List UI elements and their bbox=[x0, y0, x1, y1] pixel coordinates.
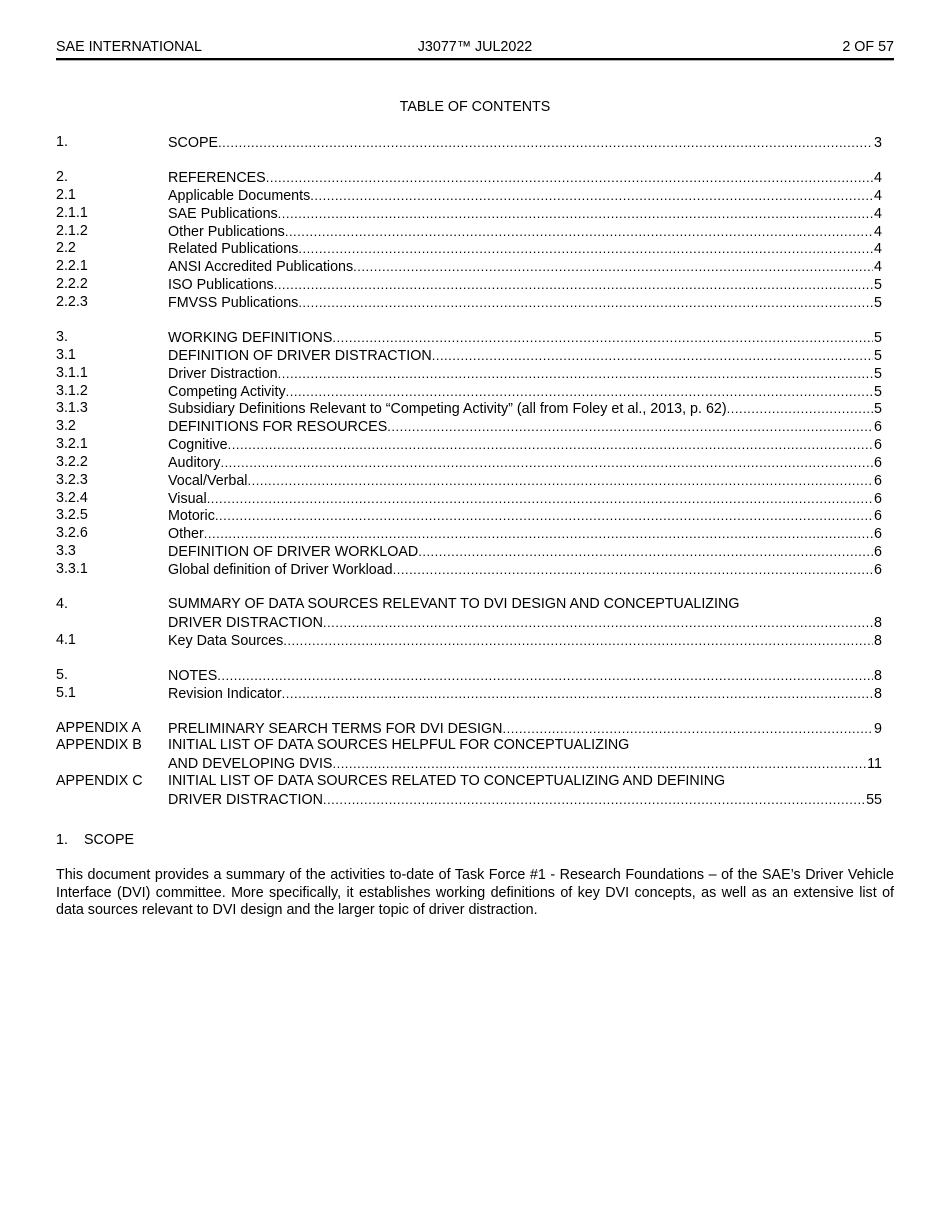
toc-entry-title: ANSI Accredited Publications bbox=[168, 259, 354, 276]
toc-entry-number: APPENDIX C bbox=[56, 773, 143, 790]
toc-entry[interactable] bbox=[56, 614, 882, 632]
toc-entry-title: Subsidiary Definitions Relevant to “Competing Activity” (all from Foley et al., 2013, p. 62) bbox=[168, 401, 727, 418]
toc-entry-number: 5.1 bbox=[56, 684, 76, 701]
toc-entry-page: 4 bbox=[874, 187, 882, 204]
toc-entry[interactable] bbox=[56, 205, 882, 223]
toc-entry-page: 8 bbox=[874, 667, 882, 684]
toc-entry[interactable] bbox=[56, 187, 882, 205]
toc-dot-leader bbox=[310, 187, 873, 205]
toc-dot-leader bbox=[228, 436, 873, 454]
toc-entry-number: 3. bbox=[56, 328, 68, 345]
toc-group-spacer bbox=[56, 312, 882, 329]
toc-entry[interactable] bbox=[56, 525, 882, 543]
toc-entry-number: 3.3.1 bbox=[56, 560, 88, 577]
toc-entry-number: 3.2.6 bbox=[56, 525, 88, 542]
toc-entry-title: DEFINITIONS FOR RESOURCES bbox=[168, 419, 388, 436]
toc-dot-leader bbox=[285, 223, 873, 241]
toc-entry-line bbox=[168, 205, 882, 224]
toc-dot-leader bbox=[418, 543, 873, 561]
toc-entry-title: SCOPE bbox=[168, 135, 219, 151]
toc-entry[interactable] bbox=[56, 436, 882, 454]
toc-entry-title: Cognitive bbox=[168, 437, 228, 454]
page-header bbox=[56, 38, 894, 58]
toc-entry-number: 2.2.3 bbox=[56, 293, 88, 310]
toc-dot-leader bbox=[298, 294, 873, 312]
toc-entry-title: Vocal/Verbal bbox=[168, 472, 248, 489]
toc-entry-number: 3.2.3 bbox=[56, 471, 88, 488]
toc-entry[interactable] bbox=[56, 561, 882, 579]
toc-entry-page: 5 bbox=[874, 347, 882, 364]
toc-entry-title: SAE Publications bbox=[168, 205, 278, 222]
toc-entry[interactable] bbox=[56, 169, 882, 187]
toc-entry[interactable] bbox=[56, 685, 882, 703]
toc-entry[interactable] bbox=[56, 490, 882, 508]
toc-entry-page: 6 bbox=[874, 490, 882, 507]
toc-entry-line bbox=[168, 614, 882, 633]
toc-dot-leader bbox=[393, 561, 873, 579]
section-heading bbox=[56, 831, 134, 849]
toc-entry-title: INITIAL LIST OF DATA SOURCES HELPFUL FOR CONCEPTUALIZING bbox=[168, 737, 630, 754]
toc-entry-page: 5 bbox=[874, 294, 882, 311]
toc-entry-line bbox=[168, 561, 882, 580]
toc-entry-title: ISO Publications bbox=[168, 277, 274, 294]
toc-entry[interactable] bbox=[56, 507, 882, 525]
toc-dot-leader bbox=[727, 400, 873, 418]
toc-entry-title: Driver Distraction bbox=[168, 365, 278, 382]
toc-entry-title: AND DEVELOPING DVIS bbox=[168, 756, 333, 773]
toc-entry-number: 4.1 bbox=[56, 631, 76, 648]
toc-entry-page: 5 bbox=[874, 277, 882, 294]
header-document-id: J3077™ JUL2022 bbox=[417, 39, 533, 55]
toc-dot-leader bbox=[204, 525, 873, 543]
toc-group-spacer bbox=[56, 579, 882, 596]
toc-entry[interactable] bbox=[56, 418, 882, 436]
toc-entry-line bbox=[168, 240, 882, 259]
toc-entry-line bbox=[168, 436, 882, 455]
toc-entry[interactable] bbox=[56, 276, 882, 294]
toc-entry-line bbox=[168, 685, 882, 704]
toc-entry-title: NOTES bbox=[168, 667, 218, 684]
toc-entry-number: 3.1 bbox=[56, 346, 76, 363]
toc-entry-page: 11 bbox=[867, 756, 882, 773]
section-body-text: This document provides a summary of the activities to-date of Task Force #1 - Research Foundations – of the SAE’s Driver Vehicle Interface (DVI) committee. More specifically, it establishes working definitions of key DVI concepts, as well as an extensive list of data sources relevant to DVI design and the larger topic of driver distraction. bbox=[56, 867, 894, 919]
toc-entry[interactable] bbox=[56, 773, 882, 791]
toc-entry-line bbox=[168, 383, 882, 402]
toc-entry-number: 2.2 bbox=[56, 240, 76, 257]
toc-entry[interactable] bbox=[56, 294, 882, 312]
toc-dot-leader bbox=[353, 258, 873, 276]
toc-entry[interactable] bbox=[56, 737, 882, 755]
toc-entry[interactable] bbox=[56, 258, 882, 276]
toc-entry-title: DRIVER DISTRACTION bbox=[168, 614, 323, 631]
toc-dot-leader bbox=[323, 614, 873, 632]
toc-dot-leader bbox=[323, 791, 865, 809]
toc-entry-title: INITIAL LIST OF DATA SOURCES RELATED TO CONCEPTUALIZING AND DEFINING bbox=[168, 773, 726, 790]
section-title: SCOPE bbox=[84, 832, 135, 848]
toc-entry-number: 3.2.5 bbox=[56, 507, 88, 524]
section-number: 1. bbox=[56, 832, 68, 848]
toc-entry-line bbox=[168, 187, 882, 206]
toc-dot-leader bbox=[218, 134, 873, 152]
toc-entry-title: WORKING DEFINITIONS bbox=[168, 329, 333, 346]
toc-entry-title: DEFINITION OF DRIVER WORKLOAD bbox=[168, 544, 419, 561]
toc-dot-leader bbox=[217, 667, 873, 685]
toc-entry-page: 6 bbox=[874, 454, 882, 471]
toc-dot-leader bbox=[274, 276, 873, 294]
toc-dot-leader bbox=[278, 205, 873, 223]
toc-entry-number: 2. bbox=[56, 169, 68, 186]
toc-entry-page: 6 bbox=[874, 472, 882, 489]
toc-entry-page: 8 bbox=[874, 614, 882, 631]
toc-entry-title: Applicable Documents bbox=[168, 187, 311, 204]
toc-entry[interactable] bbox=[56, 472, 882, 490]
toc-entry-page: 6 bbox=[874, 508, 882, 525]
toc-entry-line bbox=[168, 791, 882, 810]
toc-entry-title: Key Data Sources bbox=[168, 632, 284, 649]
toc-entry-line bbox=[168, 347, 882, 366]
toc-dot-leader bbox=[432, 347, 873, 365]
toc-dot-leader bbox=[220, 454, 873, 472]
toc-entry-line bbox=[168, 755, 882, 774]
toc-dot-leader bbox=[332, 329, 873, 347]
toc-entry[interactable] bbox=[56, 347, 882, 365]
toc-entry-title: DRIVER DISTRACTION bbox=[168, 791, 323, 808]
toc-group-spacer bbox=[56, 152, 882, 169]
toc-entry-page: 6 bbox=[874, 561, 882, 578]
toc-entry-page: 5 bbox=[874, 329, 882, 346]
toc-dot-leader bbox=[215, 507, 873, 525]
toc-entry-page: 4 bbox=[874, 259, 882, 276]
toc-entry-line bbox=[168, 134, 882, 153]
toc-entry-number: APPENDIX B bbox=[56, 737, 142, 754]
toc-dot-leader bbox=[283, 632, 873, 650]
toc-entry-number: 2.1 bbox=[56, 186, 76, 203]
toc-entry-number: 3.2.2 bbox=[56, 453, 88, 470]
header-page-number: 2 OF 57 bbox=[842, 39, 894, 55]
toc-entry-title: Revision Indicator bbox=[168, 685, 282, 702]
header-rule bbox=[56, 58, 894, 60]
toc-entry[interactable] bbox=[56, 720, 882, 738]
toc-entry-number: 3.2 bbox=[56, 418, 76, 435]
toc-entry-number: 3.1.1 bbox=[56, 364, 88, 381]
toc-entry-line bbox=[168, 543, 882, 562]
toc-entry-line bbox=[168, 490, 882, 509]
toc-entry-number: 2.2.2 bbox=[56, 276, 88, 293]
toc-entry-number: 3.2.4 bbox=[56, 489, 88, 506]
toc-entry[interactable] bbox=[56, 632, 882, 650]
toc-entry-title: REFERENCES bbox=[168, 170, 266, 187]
toc-entry[interactable] bbox=[56, 365, 882, 383]
toc-entry-title: Other Publications bbox=[168, 223, 285, 240]
toc-entry-title: FMVSS Publications bbox=[168, 294, 299, 311]
toc-entry-title: Global definition of Driver Workload bbox=[168, 561, 393, 578]
toc-entry-line bbox=[168, 507, 882, 526]
toc-entry-page: 8 bbox=[874, 632, 882, 649]
toc-entry[interactable] bbox=[56, 240, 882, 258]
toc-entry-page: 5 bbox=[874, 383, 882, 400]
toc-entry-page: 6 bbox=[874, 526, 882, 543]
toc-entry-line bbox=[168, 276, 882, 295]
toc-entry-number: 1. bbox=[56, 134, 68, 150]
toc-dot-leader bbox=[387, 418, 873, 436]
toc-entry[interactable] bbox=[56, 400, 882, 418]
toc-entry[interactable] bbox=[56, 543, 882, 561]
toc-entry[interactable] bbox=[56, 596, 882, 614]
toc-dot-leader bbox=[247, 472, 873, 490]
toc-entry-page: 55 bbox=[866, 791, 882, 808]
toc-entry-number: 5. bbox=[56, 666, 68, 683]
toc-entry-number: APPENDIX A bbox=[56, 719, 142, 736]
toc-entry-line bbox=[168, 525, 882, 544]
toc-entry-line bbox=[168, 454, 882, 473]
toc-entry-number: 2.2.1 bbox=[56, 258, 88, 275]
toc-entry[interactable] bbox=[56, 134, 882, 152]
toc-entry-title: Motoric bbox=[168, 508, 215, 525]
toc-entry-title: DEFINITION OF DRIVER DISTRACTION bbox=[168, 347, 432, 364]
toc-entry-line bbox=[168, 737, 882, 755]
toc-entry-number: 2.1.2 bbox=[56, 222, 88, 239]
toc-entry[interactable] bbox=[56, 667, 882, 685]
toc-entry[interactable] bbox=[56, 791, 882, 809]
toc-entry-page: 4 bbox=[874, 170, 882, 187]
toc-entry[interactable] bbox=[56, 383, 882, 401]
toc-dot-leader bbox=[502, 720, 873, 738]
toc-entry-number: 3.1.2 bbox=[56, 382, 88, 399]
toc-entry-line bbox=[168, 667, 882, 686]
toc-entry-page: 6 bbox=[874, 437, 882, 454]
toc-entry-number: 3.3 bbox=[56, 543, 76, 560]
toc-dot-leader bbox=[207, 490, 873, 508]
toc-entry-page: 6 bbox=[874, 419, 882, 436]
toc-dot-leader bbox=[282, 685, 873, 703]
toc-entry-page: 4 bbox=[874, 223, 882, 240]
toc-entry-number: 3.1.3 bbox=[56, 400, 88, 417]
toc-entry-line bbox=[168, 773, 882, 791]
toc-entry-page: 5 bbox=[874, 401, 882, 418]
toc-group-spacer bbox=[56, 702, 882, 719]
toc-entry-line bbox=[168, 418, 882, 437]
toc-dot-leader bbox=[298, 240, 873, 258]
toc-entry-number: 3.2.1 bbox=[56, 436, 88, 453]
toc-entry-title: Visual bbox=[168, 490, 207, 507]
toc-entry[interactable] bbox=[56, 223, 882, 241]
toc-entry-line bbox=[168, 365, 882, 384]
toc-entry-line bbox=[168, 169, 882, 188]
toc-entry-page: 6 bbox=[874, 544, 882, 561]
toc-entry-line bbox=[168, 596, 882, 614]
toc-entry-line bbox=[168, 632, 882, 651]
toc-entry-line bbox=[168, 720, 882, 739]
toc-entry-number: 4. bbox=[56, 595, 68, 612]
toc-entry-title: Other bbox=[168, 526, 204, 543]
toc-entry-number: 2.1.1 bbox=[56, 204, 88, 221]
toc-dot-leader bbox=[332, 755, 866, 773]
toc-entry-line bbox=[168, 294, 882, 313]
table-of-contents bbox=[56, 134, 882, 809]
toc-entry-line bbox=[168, 329, 882, 348]
toc-entry-line bbox=[168, 223, 882, 242]
toc-entry-page: 3 bbox=[874, 135, 882, 151]
toc-entry[interactable] bbox=[56, 755, 882, 773]
toc-entry-line bbox=[168, 400, 882, 419]
toc-entry-page: 4 bbox=[874, 241, 882, 258]
toc-entry-title: SUMMARY OF DATA SOURCES RELEVANT TO DVI DESIGN AND CONCEPTUALIZING bbox=[168, 595, 740, 612]
toc-entry-title: Auditory bbox=[168, 454, 221, 471]
toc-entry-page: 8 bbox=[874, 685, 882, 702]
toc-entry-title: PRELIMINARY SEARCH TERMS FOR DVI DESIGN bbox=[168, 720, 503, 737]
toc-entry[interactable] bbox=[56, 329, 882, 347]
toc-entry-page: 9 bbox=[874, 720, 882, 737]
toc-entry-line bbox=[168, 472, 882, 491]
header-organization: SAE INTERNATIONAL bbox=[56, 39, 202, 55]
toc-dot-leader bbox=[266, 169, 873, 187]
toc-title: TABLE OF CONTENTS bbox=[399, 99, 551, 115]
toc-entry-line bbox=[168, 258, 882, 277]
toc-entry-page: 4 bbox=[874, 205, 882, 222]
toc-entry[interactable] bbox=[56, 454, 882, 472]
toc-dot-leader bbox=[278, 365, 873, 383]
toc-group-spacer bbox=[56, 650, 882, 667]
toc-entry-title: Related Publications bbox=[168, 241, 299, 258]
toc-entry-title: Competing Activity bbox=[168, 383, 286, 400]
toc-entry-page: 5 bbox=[874, 365, 882, 382]
toc-dot-leader bbox=[286, 383, 873, 401]
